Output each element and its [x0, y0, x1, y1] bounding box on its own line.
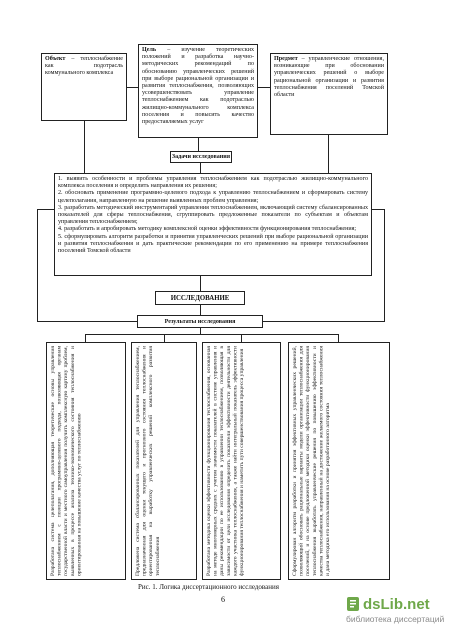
result-text-4: Сформулирован алгоритм разработки и принятия эффективных управленческих решений, позволяющий обосновать рациональные варианты модели организации теплоснабжения для поселений, и на основе предложенной методики оценки эффективности функционирования теплоснабжения выработать управленческие решения по повышению эффективности и качества теплоснабжения, направленный на достижение желаемого состояния теплоснабжения и дана методика его использования на основе разработанного алгоритма — [292, 346, 331, 576]
tasks-header — [170, 151, 232, 163]
results-header — [137, 315, 263, 328]
feedback-right-vertical — [384, 209, 385, 321]
result-text-1: Разработана система целеполагания, дополняющая теоретические основы управления теплоснабжением с позиции программно-целевого подхода, позволяющая органам государственной власти и местного самоуправления получить комплексную картину проблем, выявленных в процессе анализа технико-экономического состояния теплоснабжения и ориентированная на повышение качества услуг по теплоснабжению — [50, 346, 83, 576]
connector-tasks-research — [200, 276, 201, 291]
watermark-site[interactable]: dsLib.net — [363, 596, 430, 613]
object-label: Объект — [45, 56, 66, 62]
page-number: 6 — [221, 595, 225, 604]
subject-text: – управленческие отношения, возникающие при обосновании управленческих решений о выборе рациональной организации и развития теплоснабжения поселений Томской области — [274, 56, 384, 99]
connector-result-4 — [338, 334, 339, 342]
goal-box — [138, 44, 258, 138]
research-header — [155, 291, 245, 305]
result-box-4 — [288, 342, 390, 580]
object-box — [41, 53, 127, 121]
feedback-left-top — [37, 209, 54, 210]
tasks-list — [54, 173, 372, 276]
feedback-right-bottom — [263, 321, 385, 322]
task-item: 4. разработать и апробировать методику комплексной оценки эффективности функционирования теплоснабжения; — [58, 226, 357, 233]
subject-label: Предмет — [274, 56, 298, 62]
results-distribution-bar — [85, 334, 338, 335]
feedback-left-vertical — [37, 209, 38, 321]
task-item: 2. обосновать применение программно-целевого подхода к управлению теплоснабжением и сформировать систему целеполагания, направленную на решение выявленных проблем управления; — [58, 190, 368, 204]
result-text-2: Предложена система сбалансированных показателей для управления теплоснабжением, предназначенная для оценки текущего и прогнозного состояния теплоснабжения и ориентированная на выработку управленческих решений комплексного развития теплоснабжения — [135, 346, 161, 576]
watermark-tagline: библиотека диссертаций — [346, 614, 445, 624]
object-text: – теплоснабжение как подотрасль коммунального комплекса — [45, 56, 123, 77]
connector-subject-down — [328, 135, 329, 173]
goal-label: Цель — [142, 47, 157, 53]
connector-result-2 — [164, 334, 165, 342]
connector-goal-tasks — [198, 138, 199, 151]
connector-goal-subject — [258, 87, 270, 88]
task-item: 1. выявить особенности и проблемы управления теплоснабжением как подотраслью жилищно-коммунального комплекса поселения и определить направления их решения; — [58, 176, 368, 190]
result-text-3: Разработана методика оценки эффективности функционирования теплоснабжения, основанная на методе многомерных средних с учетом значимости показателей в системе управления и даны рекомендации по ее использованию в управлении теплоснабжением, позволяющая в зависимости от цели исследования определить показатели эффективности деятельности для каждого участника теплоснабжения, а также найти интегральный показатель эффективности функционирования теплоснабжения и наметить пути совершенствования процесса управления — [206, 346, 245, 576]
feedback-right-top — [372, 209, 385, 210]
goal-text: – изучение теоретических положений и разработка научно-методических рекомендаций по обоснованию управленческих решений при выборе рациональной организации и развития теплоснабжения, позволяющих усовершенствовать управление теплоснабжением как подотраслью жилищно-коммунального комплекса поселения и повысить качество предоставляемых услуг — [142, 47, 254, 126]
result-box-3 — [202, 342, 281, 580]
result-box-1 — [46, 342, 126, 580]
connector-object-goal — [127, 87, 138, 88]
task-item: 5. сформулировать алгоритм разработки и принятия управленческих решений при выборе рациональной организации и развития теплоснабжения и дать практические рекомендации по его применению на примере теплоснабжения поселений Томской области — [58, 233, 368, 255]
research-header-text: ИССЛЕДОВАНИЕ — [170, 295, 230, 302]
connector-result-3 — [241, 334, 242, 342]
tasks-header-text: Задачи исследования — [171, 154, 231, 160]
figure-caption: Рис. 1. Логика диссертационного исследования — [138, 583, 279, 591]
connector-tasks-header-list — [200, 163, 201, 173]
subject-box — [270, 53, 388, 135]
connector-object-down — [84, 121, 85, 173]
results-header-text: Результаты исследования — [164, 319, 236, 325]
result-box-2 — [131, 342, 197, 580]
feedback-left-bottom — [37, 321, 137, 322]
connector-research-results — [200, 305, 201, 315]
dslib-logo-icon — [346, 596, 360, 612]
connector-result-1 — [85, 334, 86, 342]
task-item: 3. разработать методический инструментарий управления теплоснабжением, включающий систему сбалансированных показателей для сферы теплоснабжения, сгруппировать предложенные показатели по субъектам и объектам управления теплоснабжением; — [58, 204, 368, 226]
